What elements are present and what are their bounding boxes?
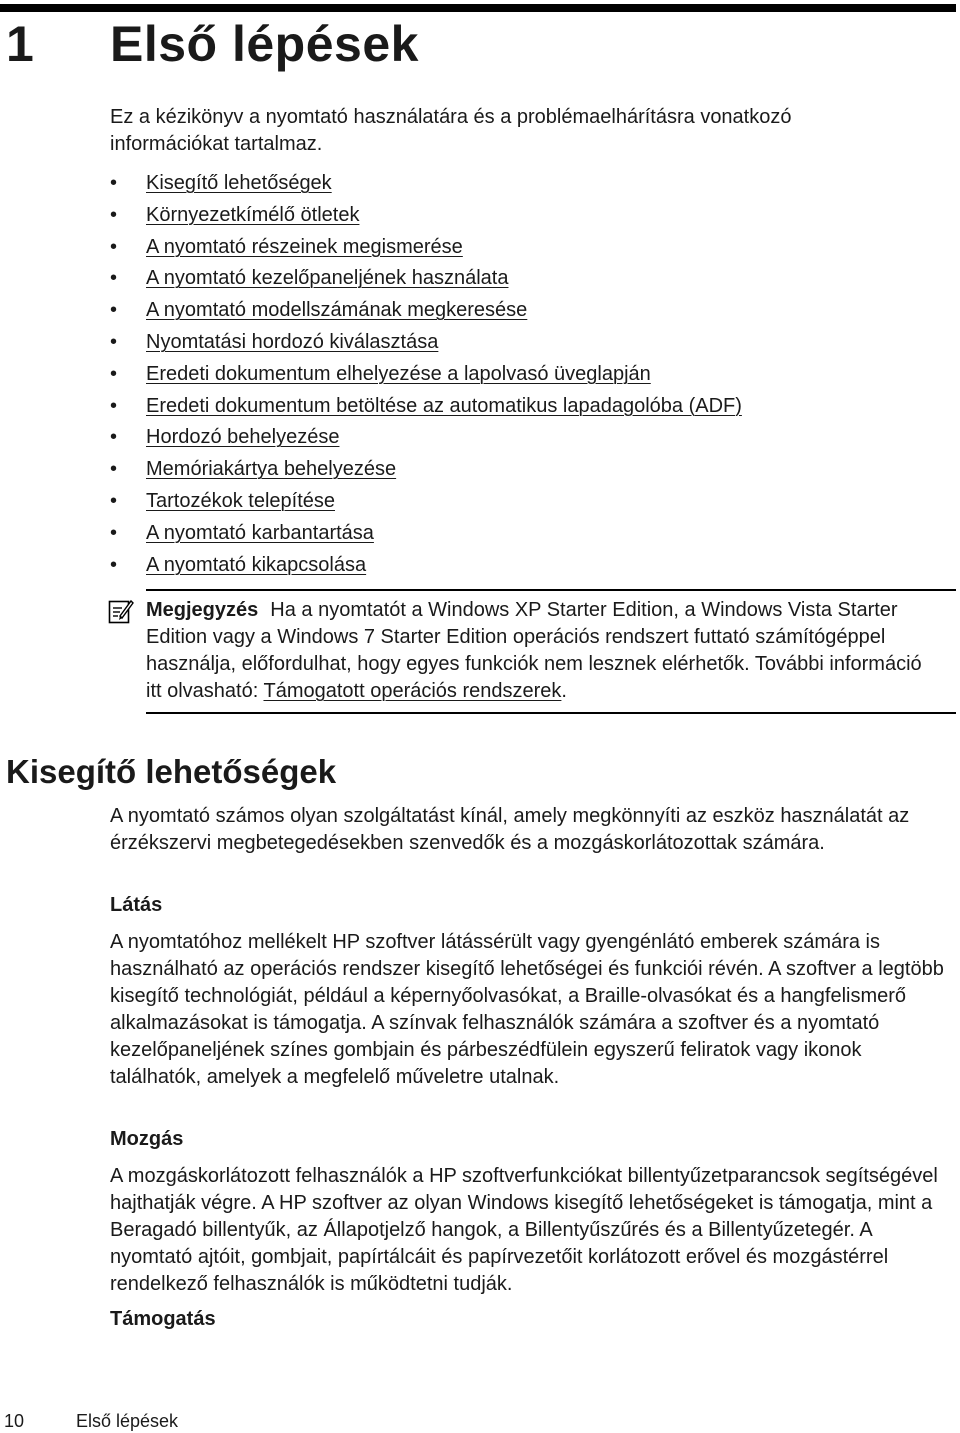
toc-item: [110, 168, 742, 200]
bullet-icon: •: [110, 553, 118, 576]
supported-os-link[interactable]: Támogatott operációs rendszerek: [263, 680, 562, 702]
bullet-icon: •: [110, 203, 118, 226]
subhead-latas: Látás: [110, 894, 163, 916]
toc-item: [110, 550, 742, 582]
chapter-number: 1: [6, 16, 35, 72]
note-text: [146, 597, 936, 705]
paragraph-latas: A nyomtatóhoz mellékelt HP szoftver látássérült vagy gyengénlátó emberek számára is használható az operációs rendszer kisegítő lehetőségei és funkciói révén. A szoftver a legtöbb kisegítő technológiát, például a képernyőolvasókat, a Braille-olvasókat és a hangfelismerő alkalmazásokat is támogatja. A színvak felhasználók számára a szoftver és a nyomtató kezelőpaneljének színes gombjain és párbeszédfülein egyszerű feliratok vagy ikonok találhatók, amelyek a megfelelő műveletre utalnak.: [110, 931, 944, 1088]
toc-link-uveglap[interactable]: Eredeti dokumentum elhelyezése a lapolvasó üveglapján: [146, 362, 651, 385]
note-top-rule: [146, 589, 956, 591]
bullet-icon: •: [110, 458, 118, 481]
toc-item: [110, 486, 742, 518]
toc-link-tartozekok[interactable]: Tartozékok telepítése: [146, 489, 335, 512]
bullet-icon: •: [110, 362, 118, 385]
subhead-mozgas: Mozgás: [110, 1128, 184, 1150]
chapter-title: [6, 14, 419, 74]
note-pencil-icon: [108, 598, 134, 624]
toc-link-memoriakartya[interactable]: Memóriakártya behelyezése: [146, 458, 397, 481]
bullet-icon: •: [110, 235, 118, 258]
toc-link-reszek[interactable]: A nyomtató részeinek megismerése: [146, 235, 463, 258]
toc-item: [110, 200, 742, 232]
toc-item: [110, 232, 742, 264]
note-label: Megjegyzés: [146, 599, 259, 621]
top-rule: [0, 4, 956, 12]
toc-link-modellszam[interactable]: A nyomtató modellszámának megkeresése: [146, 299, 528, 322]
toc-link-adf[interactable]: Eredeti dokumentum betöltése az automatikus lapadagolóba (ADF): [146, 394, 742, 417]
intro-paragraph: Ez a kézikönyv a nyomtató használatára és a problémaelhárításra vonatkozó információkat tartalmaz.: [110, 106, 792, 155]
toc-link-kikapcsolas[interactable]: A nyomtató kikapcsolása: [146, 553, 367, 576]
section-title: Kisegítő lehetőségek: [6, 753, 337, 790]
subhead-tamogatas: Támogatás: [110, 1308, 216, 1330]
page-number: 10: [4, 1411, 25, 1431]
bullet-icon: •: [110, 299, 118, 322]
paragraph-mozgas: A mozgáskorlátozott felhasználók a HP szoftverfunkciókat billentyűzetparancsok segítségével hajthatják végre. A HP szoftver az olyan Windows kisegítő lehetőségeket is támogatja, mint a Beragadó billentyűk, az Állapotjelző hangok, a Billentyűszűrés és a Billentyűzetegér. A nyomtató ajtóit, gombjait, papírtálcáit és papírvezetőit korlátozott erővel és mozgástérrel rendelkező felhasználók is működtetni tudják.: [110, 1165, 938, 1295]
toc-link-kezelopanel[interactable]: A nyomtató kezelőpaneljének használata: [146, 267, 509, 290]
toc-item: [110, 518, 742, 550]
toc-item: [110, 359, 742, 391]
toc-item: [110, 295, 742, 327]
chapter-title-text: Első lépések: [110, 16, 419, 72]
toc-list: [110, 168, 742, 581]
note-end: .: [561, 680, 567, 702]
section-intro: A nyomtató számos olyan szolgáltatást kínál, amely megkönnyíti az eszköz használatát az érzékszervi megbetegedésekben szenvedők és a mozgáskorlátozottak számára.: [110, 805, 910, 854]
note-bottom-rule: [146, 712, 956, 714]
footer-chapter: Első lépések: [76, 1411, 179, 1431]
toc-link-karbantartas[interactable]: A nyomtató karbantartása: [146, 521, 374, 544]
toc-item: [110, 327, 742, 359]
bullet-icon: •: [110, 330, 118, 353]
bullet-icon: •: [110, 394, 118, 417]
bullet-icon: •: [110, 489, 118, 512]
toc-link-kisegito[interactable]: Kisegítő lehetőségek: [146, 172, 332, 194]
bullet-icon: •: [110, 267, 118, 290]
note-body: Ha a nyomtatót a Windows XP Starter Edition, a Windows Vista Starter Edition vagy a Windows 7 Starter Edition operációs rendszert futtató számítógéppel használja, előfordulhat, hogy egyes funkciók nem lesznek elérhetők. További információ itt olvasható:: [146, 599, 922, 702]
toc-link-hordozo[interactable]: Nyomtatási hordozó kiválasztása: [146, 330, 439, 353]
toc-item: [110, 391, 742, 423]
bullet-icon: •: [110, 172, 118, 194]
toc-link-kornyezet[interactable]: Környezetkímélő ötletek: [146, 203, 360, 226]
toc-item: [110, 263, 742, 295]
bullet-icon: •: [110, 521, 118, 544]
toc-item: [110, 422, 742, 454]
toc-item: [110, 454, 742, 486]
bullet-icon: •: [110, 426, 118, 449]
toc-link-hordozo-behelyezes[interactable]: Hordozó behelyezése: [146, 426, 340, 449]
